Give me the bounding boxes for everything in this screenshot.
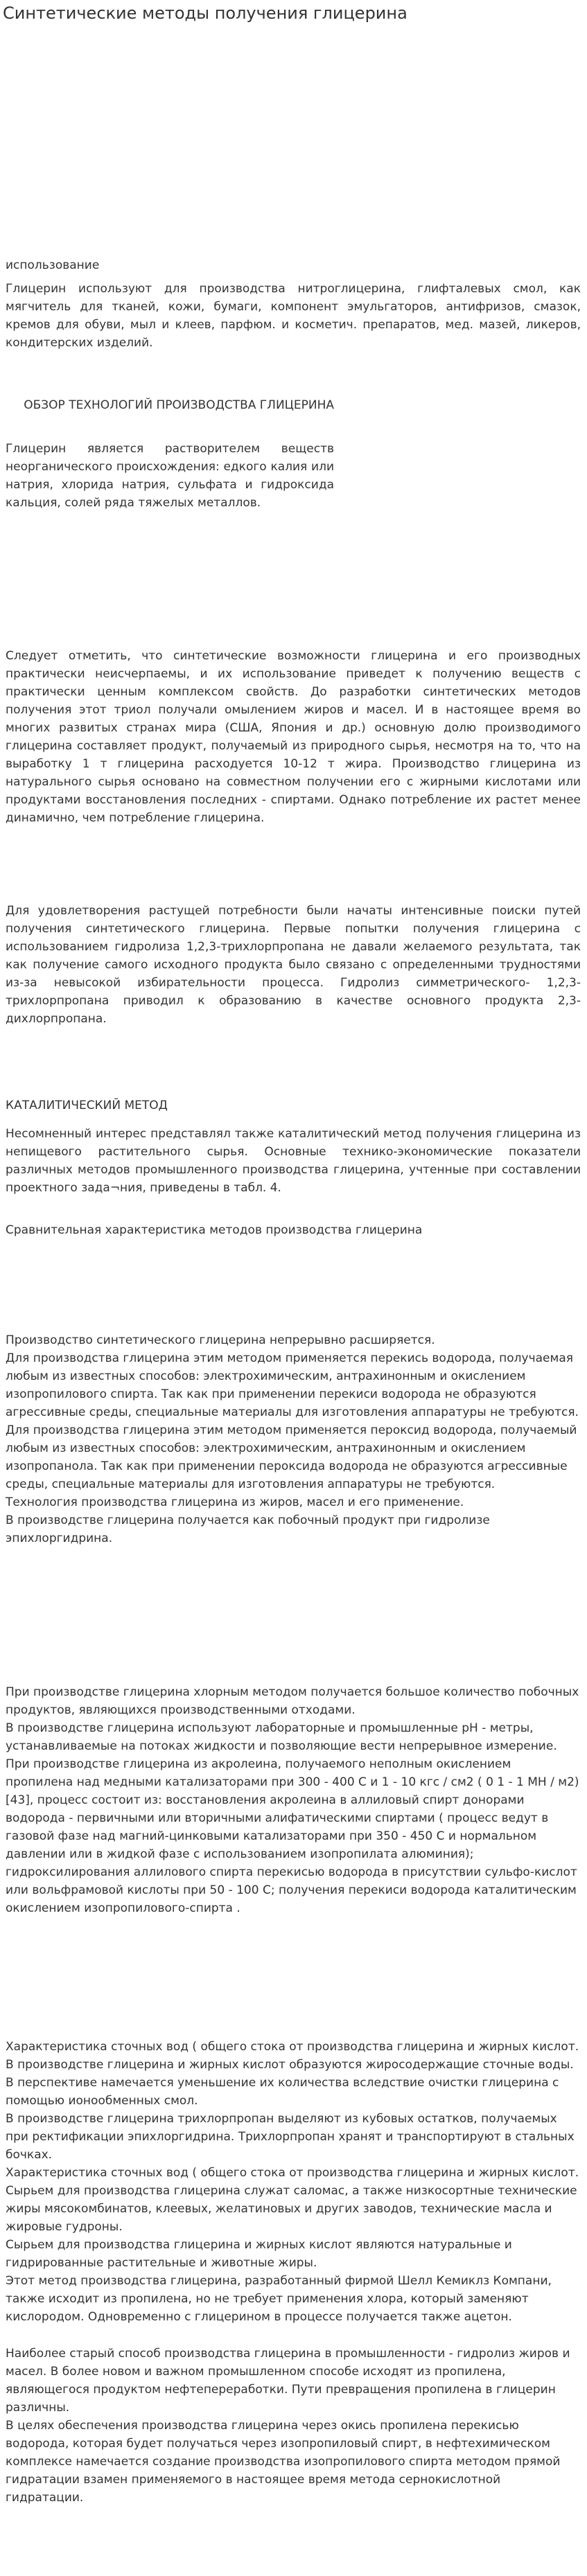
section-a (6, 1331, 581, 1547)
section-d (6, 2345, 581, 2507)
page-title: Синтетические методы получения глицерина (3, 3, 408, 23)
section-b (6, 1683, 581, 1917)
section-c-line: Этот метод производства глицерина, разработанный фирмой Шелл Кемиклз Компани, также исходит из пропилена, но не требует применения хлора, который заменяют кислородом. Одновременно с глицерином в процессе получается также ацетон. (6, 2274, 552, 2324)
usage-heading: использование (6, 258, 100, 272)
section-a-line: Для производства глицерина этим методом применяется перекись водорода, получаемая любым из известных способов: электрохимическим, антрахинонным и окислением изопропилового спирта. Так как при применении перекиси водорода не образуются агрессивные среды, специальные материалы для изготовления аппаратуры не требуются. (6, 1351, 579, 1419)
section-a-line: Для производства глицерина этим методом применяется пероксид водорода, получаемый любым из известных способов: электрохимическим, антрахинонным и окислением изопропанола. Так как при применении пероксида водорода не образуются агрессивные среды, специальные материалы для изготовления аппаратуры не требуются. (6, 1423, 577, 1491)
catalytic-heading: КАТАЛИТИЧЕСКИЙ МЕТОД (6, 1099, 168, 1112)
section-a-line: В производстве глицерина получается как побочный продукт при гидролизе эпихлоргидрина. (6, 1513, 490, 1545)
section-c-line: Характеристика сточных вод ( общего стока от производства глицерина и жирных кислот. В производстве глицерина и жирных кислот образуются жиросодержащие сточные воды. В перспективе намечается уменьшение их количества вследствие очистки глицерина с помощью ионообменных смол. (6, 2040, 579, 2108)
section-c (6, 2038, 581, 2326)
section-b-line: В производстве глицерина используют лабораторные и промышленные рН - метры, устанавливаемые на потоках жидкости и позволяющие вести непрерывное измерение. (6, 1721, 557, 1753)
comparison-caption: Сравнительная характеристика методов производства глицерина (6, 1223, 423, 1237)
section-d-line: В целях обеспечения производства глицерина через окись пропилена перекисью водорода, которая будет получаться через изопропиловый спирт, в нефтехимическом комплексе намечается создание производства изопропилового спирта методом прямой гидратации взамен применяемого в настоящее время метода сернокислотной гидратации. (6, 2419, 561, 2505)
catalytic-paragraph: Несомненный интерес представлял также каталитический метод получения глицерина из непищевого растительного сырья. Основные технико-экономические показатели различных методов промышленного производства глицерина, учтенные при составлении проектного зада¬ния, приведены в табл. 4. (6, 1127, 581, 1195)
section-a-line: Производство синтетического глицерина непрерывно расширяется. (6, 1333, 435, 1347)
demand-paragraph: Для удовлетворения растущей потребности были начаты интенсивные поиски путей получения синтетического глицерина. Первые попытки получения глицерина с использованием гидролиза 1,2,3-трихлорпропана не давали желаемого результата, так как получение самого исходного продукта было связано с определенными трудностями из-за невысокой избирательности процесса. Гидролиз симметрического- 1,2,3-трихлорпропана приводил к образованию в качестве основного продукта 2,3-дихлорпропана. (6, 904, 581, 1026)
synthetic-paragraph: Следует отметить, что синтетические возможности глицерина и его производных практически неисчерпаемы, и их использование приведет к получению веществ с практически ценным комплексом свойств. До разработки синтетических методов получения этот триол получали омылением жиров и масел. И в настоящее время во многих развитых странах мира (США, Япония и др.) основную долю производимого глицерина составляет продукт, получаемый из природного сырья, несмотря на то, что на выработку 1 т глицерина расходуется 10-12 т жира. Производство глицерина из натурального сырья основано на совместном получении его с жирными кислотами или продуктами восстановления последних - спиртами. Однако потребление их растет менее динамично, чем потребление глицерина. (6, 649, 581, 825)
section-b-line: При производстве глицерина из акролеина, получаемого неполным окислением пропилена над медными катализаторами при 300 - 400 С и 1 - 10 кгс / см2 ( 0 1 - 1 МН / м2) [43], процесс состоит из: восстановления акролеина в аллиловый спирт донорами водорода - первичными или вторичными алифатическими спиртами ( процесс ведут в газовой фазе над магний-цинковыми катализаторами при 350 - 450 С и нормальном давлении или в жидкой фазе с использованием изопропилата алюминия); гидроксилирования аллилового спирта перекисью водорода в присутствии сульфо-кислот или вольфрамовой кислоты при 50 - 100 С; получения перекиси водорода каталитическим окислением изопропилового-спирта . (6, 1757, 579, 1915)
section-c-line: Сырьем для производства глицерина и жирных кислот являются натуральные и гидрированные растительные и животные жиры. (6, 2238, 512, 2270)
solvent-paragraph: Глицерин является растворителем веществ неорганического происхождения: едкого калия или натрия, хлорида натрия, сульфата и гидроксида кальция, солей ряда тяжелых металлов. (6, 442, 334, 510)
usage-paragraph: Глицерин используют для производства нитроглицерина, глифталевых смол, как мягчитель для тканей, кожи, бумаги, компонент эмульгаторов, антифризов, смазок, кремов для обуви, мыл и клеев, парфюм. и косметич. препаратов, мед. мазей, ликеров, кондитерских изделий. (6, 282, 581, 350)
section-c-line: В производстве глицерина трихлорпропан выделяют из кубовых остатков, получаемых при ректификации эпихлоргидрина. Трихлорпропан хранят и транспортируют в стальных бочках. (6, 2112, 575, 2162)
section-c-line: Характеристика сточных вод ( общего стока от производства глицерина и жирных кислот. Сырьем для производства глицерина служат саломас, а также низкосортные технические жиры мясокомбинатов, клеевых, желатиновых и других заводов, технические масла и жировые гудроны. (6, 2166, 579, 2234)
section-b-line: При производстве глицерина хлорным методом получается большое количество побочных продуктов, являющихся производственными отходами. (6, 1685, 579, 1717)
section-d-line: Наиболее старый способ производства глицерина в промышленности - гидролиз жиров и масел. В более новом и важном промышленном способе исходят из пропилена, являющегося продуктом нефтепереработки. Пути превращения пропилена в глицерин различны. (6, 2347, 570, 2415)
overview-heading: ОБЗОР ТЕХНОЛОГИЙ ПРОИЗВОДСТВА ГЛИЦЕРИНА (24, 398, 334, 412)
section-a-line: Технология производства глицерина из жиров, масел и его применение. (6, 1495, 464, 1509)
